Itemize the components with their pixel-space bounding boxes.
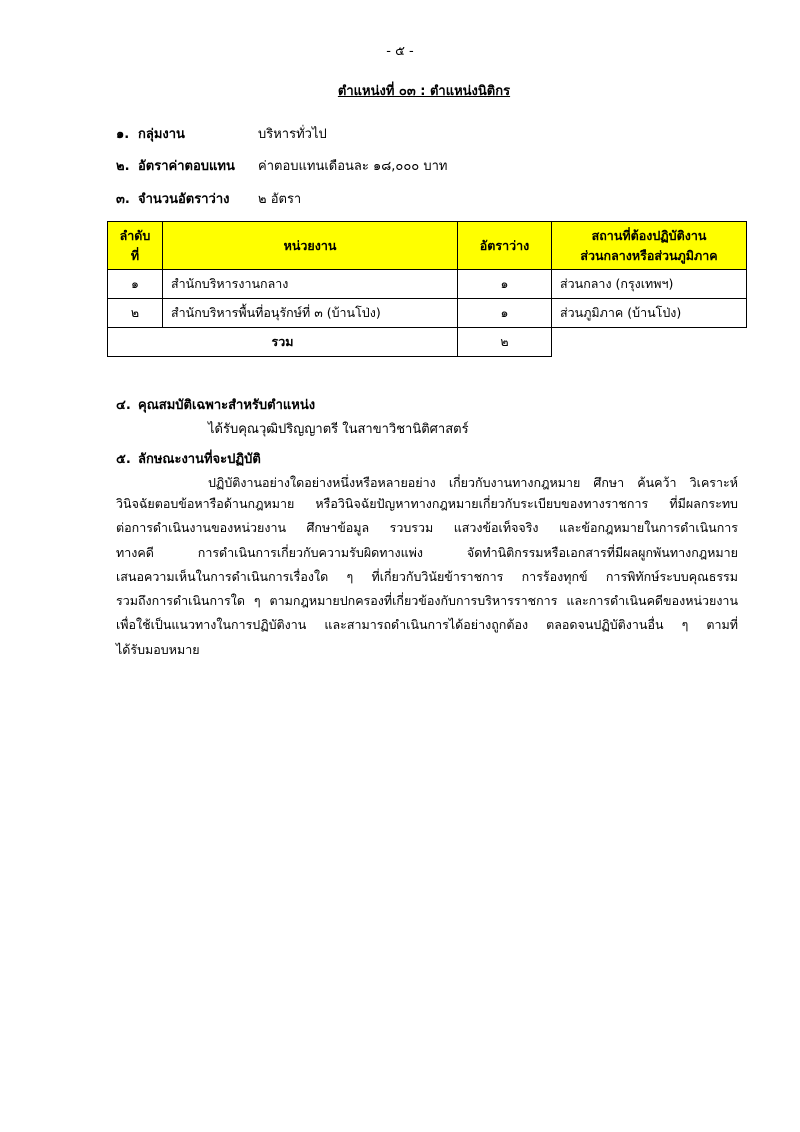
- cell-vacancy: ๑: [458, 270, 552, 299]
- header-sequence-line1: ลำดับ: [119, 227, 151, 243]
- item-value-vacancies: ๒ อัตรา: [258, 192, 302, 207]
- duties-line: เพื่อใช้เป็นแนวทางในการปฏิบัติงาน และสามารถดำเนินการได้อย่างถูกต้อง ตลอดจนปฏิบัติงานอื่น ๆ ตามที่: [116, 617, 738, 633]
- item-label-work-group: กลุ่มงาน: [138, 127, 185, 142]
- item-number: ๒.: [116, 159, 130, 174]
- duties-line: วินิจฉัยตอบข้อหารือด้านกฎหมาย หรือวินิจฉัยปัญหาทางกฎหมายเกี่ยวกับระเบียบของทางราชการ ที่มีผลกระทบ: [116, 496, 738, 511]
- header-vacancy: อัตราว่าง: [458, 222, 552, 270]
- item-label-vacancies: จำนวนอัตราว่าง: [138, 192, 230, 207]
- item-label-salary: อัตราค่าตอบแทน: [138, 159, 235, 174]
- cell-sequence: ๑: [108, 270, 163, 299]
- section-number: ๕.: [116, 452, 131, 467]
- item-number: ๑.: [116, 127, 130, 142]
- total-blank-cell: [552, 328, 747, 357]
- header-location-line1: สถานที่ต้องปฏิบัติงาน: [591, 227, 707, 243]
- header-sequence-line2: ที่: [130, 247, 140, 263]
- cell-unit: สำนักบริหารพื้นที่อนุรักษ์ที่ ๓ (บ้านโป่ง): [163, 299, 458, 328]
- header-sequence: [108, 222, 163, 270]
- item-number: ๓.: [116, 192, 130, 207]
- item-value-work-group: บริหารทั่วไป: [258, 127, 327, 142]
- cell-location: ส่วนภูมิภาค (บ้านโป่ง): [552, 299, 747, 328]
- cell-location: ส่วนกลาง (กรุงเทพฯ): [552, 270, 747, 299]
- table-row: [108, 299, 747, 328]
- duties-line: เสนอความเห็นในการดำเนินการเรื่องใด ๆ ที่เกี่ยวกับวินัยข้าราชการ การร้องทุกข์ การพิทักษ์ระบบคุณธรรม: [116, 568, 738, 584]
- total-label: รวม: [108, 328, 458, 357]
- cell-sequence: ๒: [108, 299, 163, 328]
- table-total-row: [108, 328, 747, 357]
- section-number: ๔.: [116, 398, 131, 413]
- vacancy-table: [107, 221, 747, 357]
- header-location: [552, 222, 747, 270]
- duties-line: ปฏิบัติงานอย่างใดอย่างหนึ่งหรือหลายอย่าง เกี่ยวกับงานทางกฎหมาย ศึกษา ค้นคว้า วิเคราะห์: [208, 475, 738, 490]
- cell-unit: สำนักบริหารงานกลาง: [163, 270, 458, 299]
- qualifications-text: ได้รับคุณวุฒิปริญญาตรี ในสาขาวิชานิติศาสตร์: [208, 422, 469, 437]
- qualifications-heading: คุณสมบัติเฉพาะสำหรับตำแหน่ง: [138, 398, 316, 413]
- duties-line: ทางคดี การดำเนินการเกี่ยวกับความรับผิดทางแพ่ง จัดทำนิติกรรมหรือเอกสารที่มีผลผูกพันทางกฎหมาย: [116, 544, 738, 560]
- duties-line: รวมถึงการดำเนินการใด ๆ ตามกฎหมายปกครองที่เกี่ยวข้องกับการบริหารราชการ และการดำเนินคดีของหน่วยงาน: [116, 593, 738, 609]
- position-title: ตำแหน่งที่ ๐๓ : ตำแหน่งนิติกร: [337, 84, 511, 99]
- header-location-line2: ส่วนกลางหรือส่วนภูมิภาค: [580, 247, 718, 263]
- table-header-row: [108, 222, 747, 270]
- duties-line: ต่อการดำเนินงานของหน่วยงาน ศึกษาข้อมูล รวบรวม แสวงข้อเท็จจริง และข้อกฎหมายในการดำเนินการ: [116, 520, 738, 536]
- total-value: ๒: [458, 328, 552, 357]
- duties-heading: ลักษณะงานที่จะปฏิบัติ: [138, 452, 261, 467]
- cell-vacancy: ๑: [458, 299, 552, 328]
- header-unit: หน่วยงาน: [163, 222, 458, 270]
- page-number: - ๕ -: [386, 44, 414, 59]
- table-row: [108, 270, 747, 299]
- item-value-salary: ค่าตอบแทนเดือนละ ๑๘,๐๐๐ บาท: [258, 159, 448, 174]
- duties-line: ได้รับมอบหมาย: [116, 641, 200, 657]
- duties-paragraph: [116, 492, 738, 662]
